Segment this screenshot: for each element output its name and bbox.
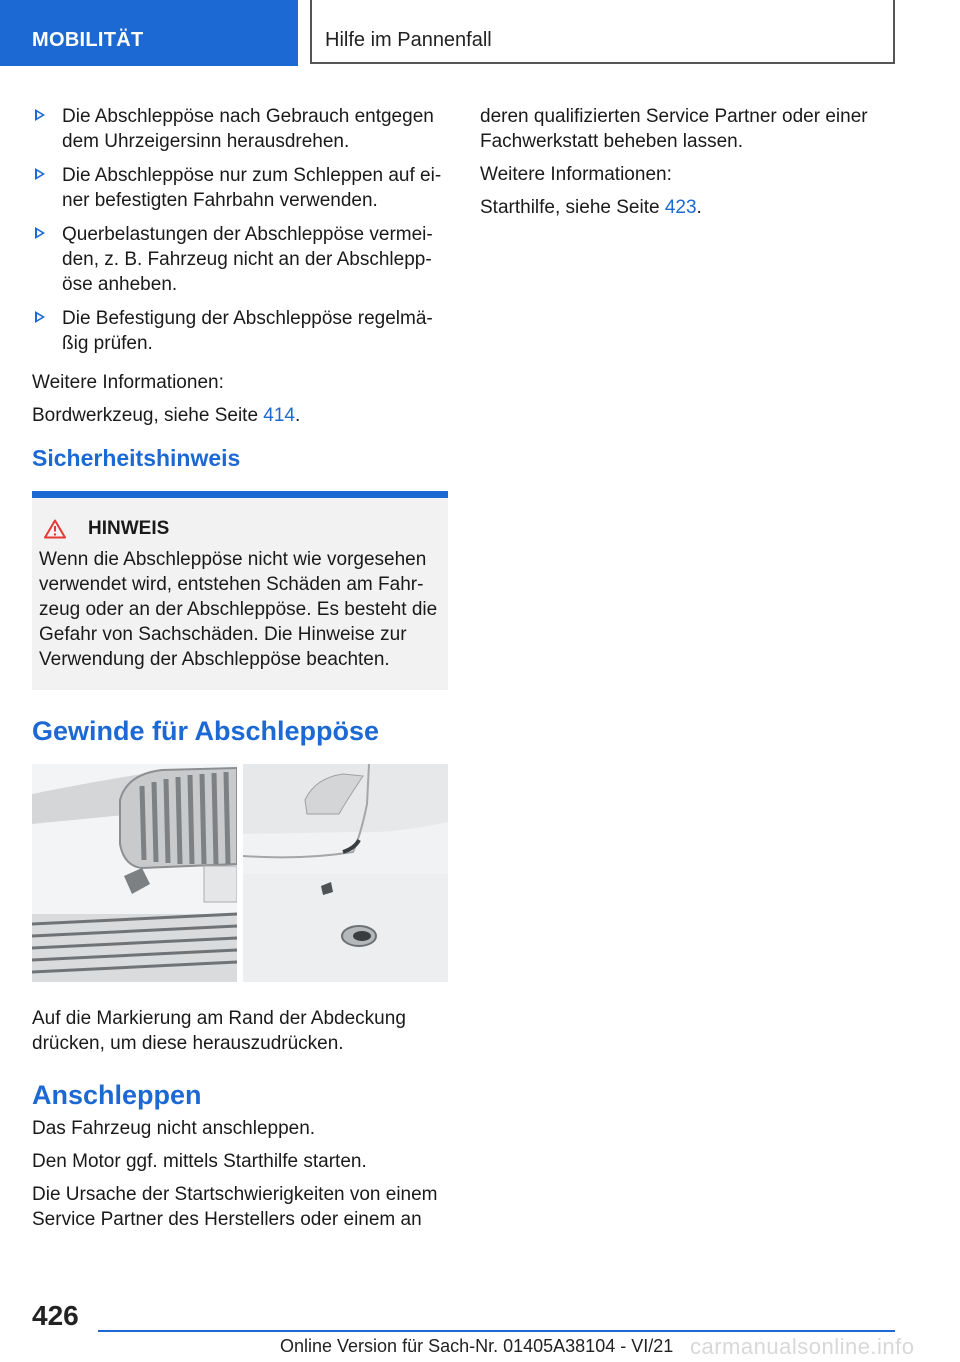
- triangle-bullet-icon: [35, 168, 45, 180]
- list-item: [32, 306, 448, 356]
- reference-text: Starthilfe, siehe Seite: [480, 197, 665, 218]
- tow-paragraph-1: Das Fahrzeug nicht anschleppen.: [32, 1118, 316, 1139]
- list-item-text: Querbelastungen der Abschleppöse vermeiden, z. B. Fahrzeug nicht an der Abschleppöse anheben.: [62, 224, 433, 295]
- tow-start-heading: Anschleppen: [32, 1080, 202, 1110]
- site-watermark: carmanualsonline.info: [690, 1334, 915, 1359]
- page-number: 426: [32, 1300, 79, 1331]
- notice-box: [32, 491, 448, 690]
- tow-thread-illustration: [32, 764, 448, 982]
- page-link-423[interactable]: 423: [664, 197, 697, 218]
- notice-title: HINWEIS: [88, 518, 170, 539]
- instruction-list: [32, 104, 448, 356]
- continued-paragraph: deren qualifizierten Service Partner oder einer Fachwerkstatt beheben lassen.: [480, 106, 868, 152]
- reference-end: .: [696, 197, 702, 218]
- cross-reference: [32, 403, 448, 428]
- page-link-414[interactable]: 414: [263, 405, 295, 426]
- list-item-text: Die Abschleppöse nach Gebrauch entgegen dem Uhrzeigersinn herausdrehen.: [62, 106, 434, 152]
- notice-title-row: [39, 516, 440, 541]
- thread-instruction: Auf die Markierung am Rand der Abdeckung drücken, um diese herauszudrücken.: [32, 1008, 406, 1054]
- list-item-text: Die Abschleppöse nur zum Schleppen auf einer befestigten Fahrbahn verwenden.: [62, 165, 442, 211]
- notice-text: Wenn die Abschleppöse nicht wie vorgesehen verwendet wird, entstehen Schäden am Fahrzeug oder an der Abschleppöse. Es besteht die Gefahr von Sachschäden. Die Hinweise zur Verwendung der Abschleppöse beachten.: [39, 549, 438, 670]
- list-item: [32, 104, 448, 154]
- online-version-note: Online Version für Sach-Nr. 01405A38104 - VI/21: [280, 1336, 674, 1356]
- right-column: [480, 104, 896, 228]
- triangle-bullet-icon: [35, 109, 45, 121]
- rear-bumper-illustration: [243, 764, 448, 982]
- more-info-label: Weitere Informationen:: [32, 372, 224, 393]
- more-info-label: Weitere Informationen:: [480, 164, 672, 185]
- front-bumper-illustration: [32, 764, 237, 982]
- tow-paragraph-2: Den Motor ggf. mittels Starthilfe starten.: [32, 1151, 367, 1172]
- triangle-bullet-icon: [35, 311, 45, 323]
- warning-triangle-icon: [44, 519, 66, 539]
- list-item: [32, 163, 448, 213]
- list-item-text: Die Befestigung der Abschleppöse regelmäßig prüfen.: [62, 308, 433, 354]
- reference-end: .: [295, 405, 301, 426]
- page-header: [0, 0, 960, 66]
- left-column: [32, 104, 448, 1240]
- thread-heading: Gewinde für Abschleppöse: [32, 716, 380, 746]
- triangle-bullet-icon: [35, 227, 45, 239]
- safety-heading: Sicherheitshinweis: [32, 445, 241, 471]
- tow-paragraph-3: Die Ursache der Startschwierigkeiten von einem Service Partner des Herstellers oder einem an: [32, 1184, 438, 1230]
- footer-divider: [98, 1330, 895, 1332]
- reference-text: Bordwerkzeug, siehe Seite: [32, 405, 264, 426]
- section-tab: MOBILITÄT: [0, 0, 298, 66]
- list-item: [32, 222, 448, 297]
- cross-reference: [480, 195, 896, 220]
- chapter-title: Hilfe im Pannenfall: [310, 0, 895, 64]
